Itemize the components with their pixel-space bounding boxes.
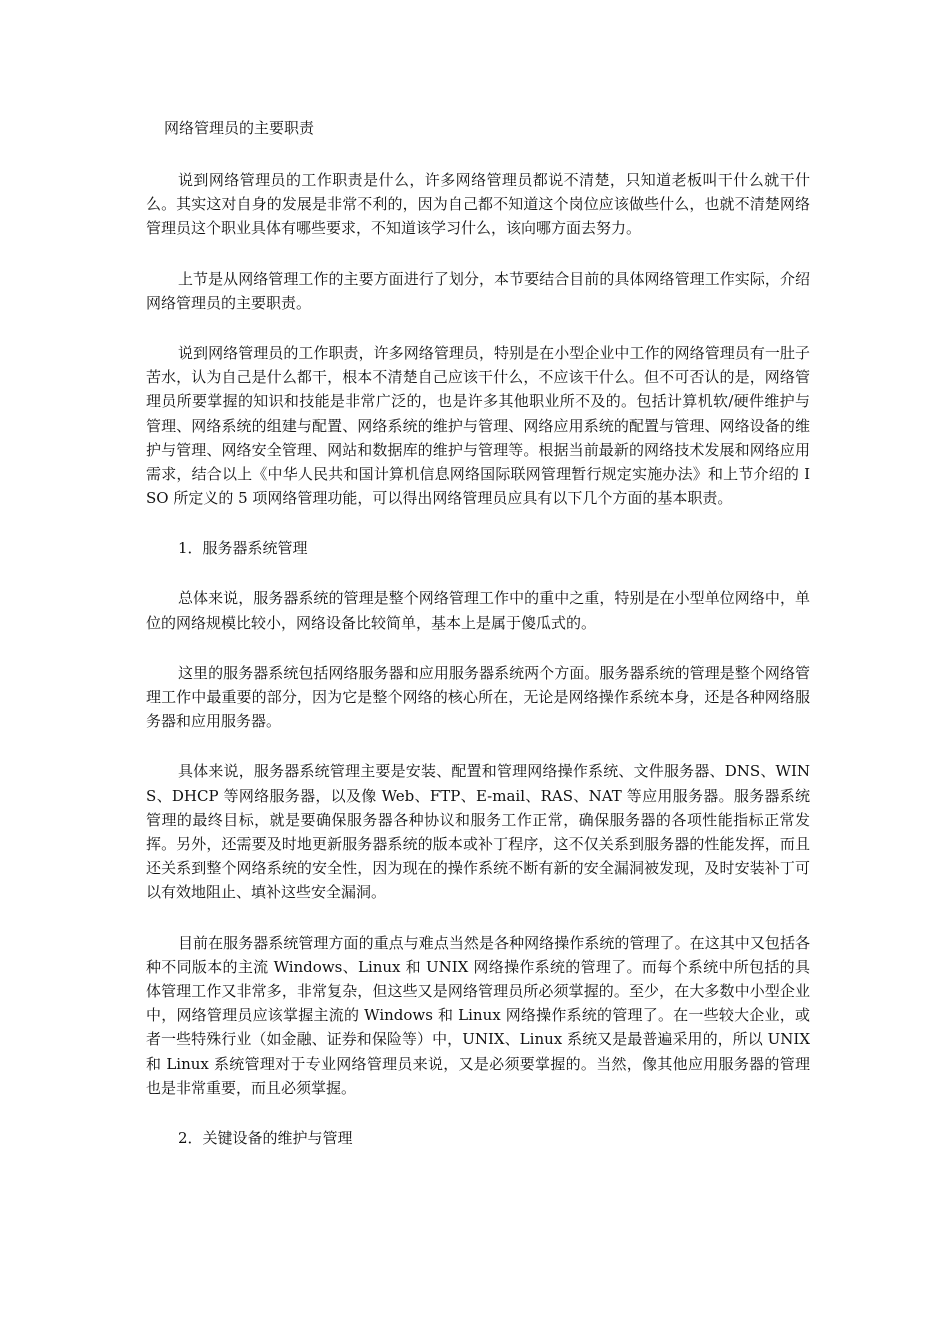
section1-paragraph-2: 这里的服务器系统包括网络服务器和应用服务器系统两个方面。服务器系统的管理是整个网络管理工作中最重要的部分，因为它是整个网络的核心所在，无论是网络操作系统本身，还是各种网络服务器和应用服务器。 — [146, 663, 810, 731]
section-heading-server-management: 1．服务器系统管理 — [178, 539, 308, 558]
section-heading-key-devices: 2．关键设备的维护与管理 — [178, 1129, 353, 1148]
intro-paragraph-1: 说到网络管理员的工作职责是什么，许多网络管理员都说不清楚，只知道老板叫干什么就干什么。其实这对自身的发展是非常不利的，因为自己都不知道这个岗位应该做些什么，也就不清楚网络管理员这个职业具体有哪些要求，不知道该学习什么，该向哪方面去努力。 — [146, 171, 810, 238]
intro-paragraph-2: 上节是从网络管理工作的主要方面进行了划分，本节要结合目前的具体网络管理工作实际，介绍网络管理员的主要职责。 — [146, 269, 810, 312]
section1-paragraph-1: 总体来说，服务器系统的管理是整个网络管理工作中的重中之重，特别是在小型单位网络中，单位的网络规模比较小，网络设备比较简单，基本上是属于傻瓜式的。 — [146, 589, 810, 632]
document-body — [146, 116, 810, 1176]
document-title: 网络管理员的主要职责 — [164, 119, 315, 137]
intro-paragraph-3: 说到网络管理员的工作职责，许多网络管理员，特别是在小型企业中工作的网络管理员有一肚子苦水，认为自己是什么都干，根本不清楚自己应该干什么，不应该干什么。但不可否认的是，网络管理员所要掌握的知识和技能是非常广泛的，也是许多其他职业所不及的。包括计算机软/硬件维护与管理、网络系统的组建与配置、网络系统的维护与管理、网络应用系统的配置与管理、网络设备的维护与管理、网络安全管理、网站和数据库的维护与管理等。根据当前最新的网络技术发展和网络应用需求，结合以上《中华人民共和国计算机信息网络国际联网管理暂行规定实施办法》和上节介绍的 ISO 所定义的 5 项网络管理功能，可以得出网络管理员应具有以下几个方面的基本职责。 — [146, 344, 810, 508]
section1-paragraph-4: 目前在服务器系统管理方面的重点与难点当然是各种网络操作系统的管理了。在这其中又包括各种不同版本的主流 Windows、Linux 和 UNIX 网络操作系统的管理了。而每个系统中所包括的具体管理工作又非常多，非常复杂，但这些又是网络管理员所必须掌握的。至少，在大多数中小型企业中，网络管理员应该掌握主流的 Windows 和 Linux 网络操作系统的管理了。在一些较大企业，或者一些特殊行业（如金融、证券和保险等）中，UNIX、Linux 系统又是最普遍采用的，所以 UNIX 和 Linux 系统管理对于专业网络管理员来说，又是必须要掌握的。当然，像其他应用服务器的管理也是非常重要，而且必须掌握。 — [146, 933, 810, 1097]
section1-paragraph-3: 具体来说，服务器系统管理主要是安装、配置和管理网络操作系统、文件服务器、DNS、WINS、DHCP 等网络服务器，以及像 Web、FTP、E-mail、RAS、NAT 等应用服务器。服务器系统管理的最终目标，就是要确保服务器各种协议和服务工作正常，确保服务器的各项性能指标正常发挥。另外，还需要及时地更新服务器系统的版本或补丁程序，这不仅关系到服务器的性能发挥，而且还关系到整个网络系统的安全性，因为现在的操作系统不断有新的安全漏洞被发现，及时安装补丁可以有效地阻止、填补这些安全漏洞。 — [146, 762, 810, 902]
